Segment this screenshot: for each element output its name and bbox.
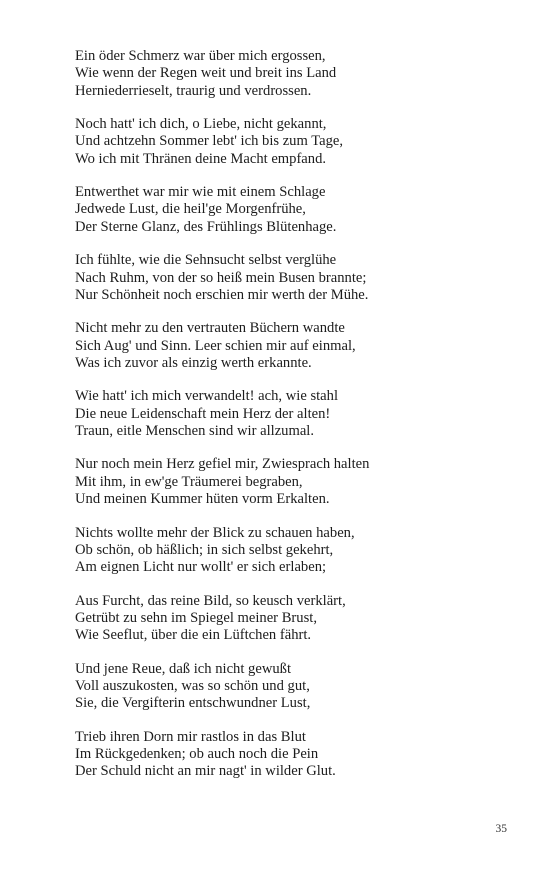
verse-line: Im Rückgedenken; ob auch noch die Pein [75,746,319,763]
verse-line: Nicht mehr zu den vertrauten Büchern wandte [75,320,345,337]
verse-line: Und achtzehn Sommer lebt' ich bis zum Tage, [75,133,344,150]
verse-line: Wie hatt' ich mich verwandelt! ach, wie stahl [75,388,339,405]
stanza [75,184,515,236]
verse-line: Der Sterne Glanz, des Frühlings Blütenhage. [75,218,337,235]
verse-line: Mit ihm, in ew'ge Träumerei begraben, [75,473,303,490]
stanza [75,320,515,372]
stanza [75,593,515,645]
verse-line: Noch hatt' ich dich, o Liebe, nicht gekannt, [75,116,327,133]
verse-line: Getrübt zu sehn im Spiegel meiner Brust, [75,609,317,626]
stanza [75,48,515,100]
page-number: 35 [495,823,507,835]
verse-line: Der Schuld nicht an mir nagt' in wilder Glut. [75,763,336,780]
stanza [75,456,515,508]
verse-line: Nur Schönheit noch erschien mir werth der Mühe. [75,286,369,303]
stanza [75,388,515,440]
verse-line: Und jene Reue, daß ich nicht gewußt [75,660,292,677]
verse-line: Ein öder Schmerz war über mich ergossen, [75,48,326,64]
verse-line: Voll auszukosten, was so schön und gut, [75,678,310,694]
stanza [75,525,515,577]
stanza [75,661,515,713]
verse-line: Wie Seeflut, über die ein Lüftchen fährt. [75,627,312,644]
verse-line: Entwerthet war mir wie mit einem Schlage [75,184,326,201]
verse-line: Ich fühlte, wie die Sehnsucht selbst verglühe [75,252,337,269]
verse-line: Nur noch mein Herz gefiel mir, Zwiesprach halten [75,456,370,473]
verse-line: Trieb ihren Dorn mir rastlos in das Blut [75,728,306,745]
verse-line: Am eignen Licht nur wollt' er sich erlaben; [75,559,327,576]
verse-line: Was ich zuvor als einzig werth erkannte. [75,354,312,371]
stanza [75,252,515,304]
verse-line: Sie, die Vergifterin entschwundner Lust, [75,695,311,712]
verse-line: Herniederrieselt, traurig und verdrossen. [75,82,312,99]
verse-line: Traun, eitle Menschen sind wir allzumal. [75,422,314,439]
verse-line: Und meinen Kummer hüten vorm Erkalten. [75,491,330,508]
verse-line: Wo ich mit Thränen deine Macht empfand. [75,150,327,167]
verse-line: Nichts wollte mehr der Blick zu schauen haben, [75,524,355,541]
verse-line: Jedwede Lust, die heil'ge Morgenfrühe, [75,201,306,218]
verse-line: Ob schön, ob häßlich; in sich selbst gekehrt, [75,541,334,558]
verse-line: Die neue Leidenschaft mein Herz der alten! [75,405,331,422]
verse-line: Wie wenn der Regen weit und breit ins Land [75,65,337,82]
stanza [75,729,515,781]
stanza [75,116,515,168]
verse-line: Nach Ruhm, von der so heiß mein Busen brannte; [75,269,367,286]
verse-line: Aus Furcht, das reine Bild, so keusch verklärt, [75,592,346,609]
verse-line: Sich Aug' und Sinn. Leer schien mir auf einmal, [75,337,356,354]
poem-text [75,48,515,797]
